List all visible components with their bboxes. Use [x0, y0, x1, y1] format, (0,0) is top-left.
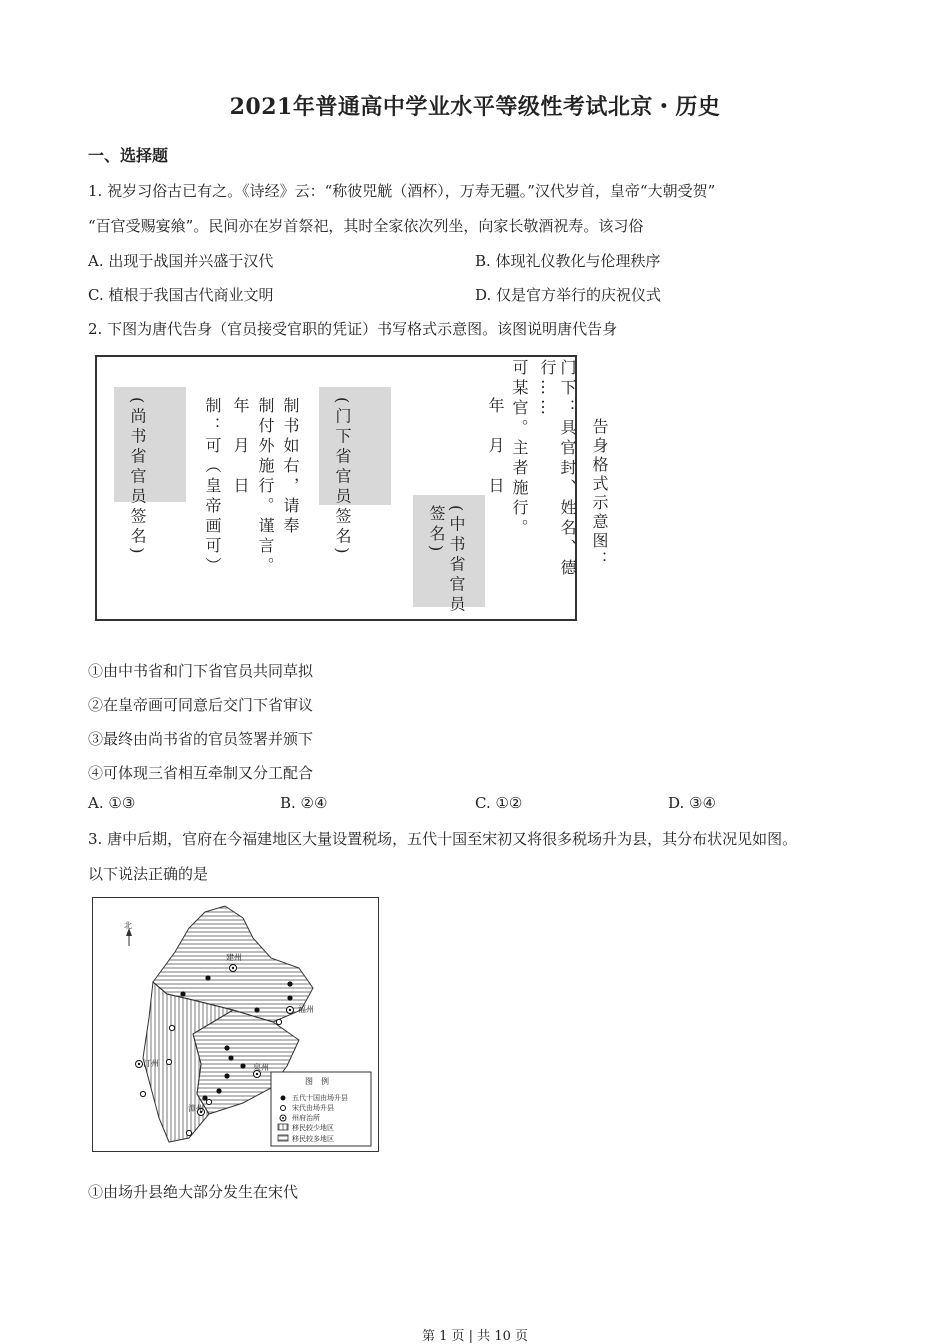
menxia-column: 门下：具官封、姓名、德行…… — [538, 359, 577, 579]
fujian-map — [92, 897, 379, 1152]
q1-stem-line1: 1. 祝岁习俗古已有之。《诗经》云：“称彼兕觥（酒杯），万寿无疆。”汉代岁首，皇帝“大朝受贺” — [88, 182, 716, 200]
section-heading: 一、选择题 — [88, 146, 169, 165]
zhike-column: 制：可（皇帝画可） — [203, 397, 222, 577]
q2-option-d: D. ③④ — [668, 794, 716, 812]
q2-option-b: B. ②④ — [280, 794, 328, 812]
tingzhou-label: 汀州 — [143, 1059, 159, 1068]
q2-statement-2: ②在皇帝画可同意后交门下省审议 — [88, 696, 314, 714]
q3-stem-line2: 以下说法正确的是 — [88, 865, 209, 883]
menxia-signature-label: (门下省官员签名) — [333, 397, 352, 558]
q2-statement-1: ①由中书省和门下省官员共同草拟 — [88, 662, 314, 680]
legend-item-few-migrants: 移民较少地区 — [292, 1124, 334, 1132]
q3-statement-1: ①由场升县绝大部分发生在宋代 — [88, 1183, 299, 1201]
diagram-caption: 告身格式示意图： — [590, 418, 609, 570]
q2-statement-4: ④可体现三省相互牵制又分工配合 — [88, 764, 314, 782]
date-column-1: 年 月 日 — [486, 397, 505, 497]
q1-option-d: D. 仅是官方举行的庆祝仪式 — [475, 286, 662, 304]
q1-stem-line2: “百官受赐宴飨”。民间亦在岁首祭祀，其时全家依次列坐，向家长敬酒祝寿。该习俗 — [88, 217, 644, 235]
q2-statement-3: ③最终由尚书省的官员签署并颁下 — [88, 730, 314, 748]
q2-option-c: C. ①② — [475, 794, 523, 812]
zhangzhou-label: 漳州 — [188, 1104, 204, 1113]
zhongshu-signature-label: (中书省官员签名) — [427, 505, 466, 616]
date-column-2: 年 月 日 — [231, 397, 250, 497]
fuzhou-label: 福州 — [298, 1005, 314, 1014]
gaoshen-format-diagram — [95, 355, 577, 621]
page-footer: 第 1 页 | 共 10 页 — [422, 1329, 528, 1344]
jianzhou-label: 建州 — [226, 953, 242, 962]
quanzhou-label: 泉州 — [253, 1063, 269, 1072]
legend-title: 图 例 — [305, 1077, 329, 1086]
shangshu-signature-label: (尚书省官员签名) — [128, 397, 147, 558]
legend-item-song: 宋代由场升县 — [292, 1104, 334, 1112]
page-title: 2021年普通高中学业水平等级性考试北京・历史 — [229, 94, 721, 120]
shangshu-signature-box — [114, 387, 186, 502]
q1-option-b: B. 体现礼仪教化与伦理秩序 — [475, 252, 661, 270]
q1-option-a: A. 出现于战国并兴盛于汉代 — [88, 252, 274, 270]
legend-item-many-migrants: 移民较多地区 — [292, 1135, 334, 1143]
q2-stem: 2. 下图为唐代告身（官员接受官职的凭证）书写格式示意图。该图说明唐代告身 — [88, 320, 618, 338]
q1-option-c: C. 植根于我国古代商业文明 — [88, 286, 274, 304]
zhishu-column-2: 制付外施行。谨言。 — [256, 397, 275, 577]
q2-option-a: A. ①③ — [88, 794, 136, 812]
menxia-signature-box — [319, 387, 391, 505]
zhishu-column-1: 制书如右，请奉 — [281, 397, 300, 537]
legend-item-wudai: 五代十国由场升县 — [292, 1094, 348, 1102]
q3-stem-line1: 3. 唐中后期，官府在今福建地区大量设置税场，五代十国至宋初又将很多税场升为县，其分布状况见如图。 — [88, 830, 798, 848]
north-label: 北 — [124, 921, 132, 930]
legend-item-zhoufu: 州府治所 — [292, 1114, 320, 1122]
kemou-column: 可某官。主者施行。 — [510, 359, 529, 539]
